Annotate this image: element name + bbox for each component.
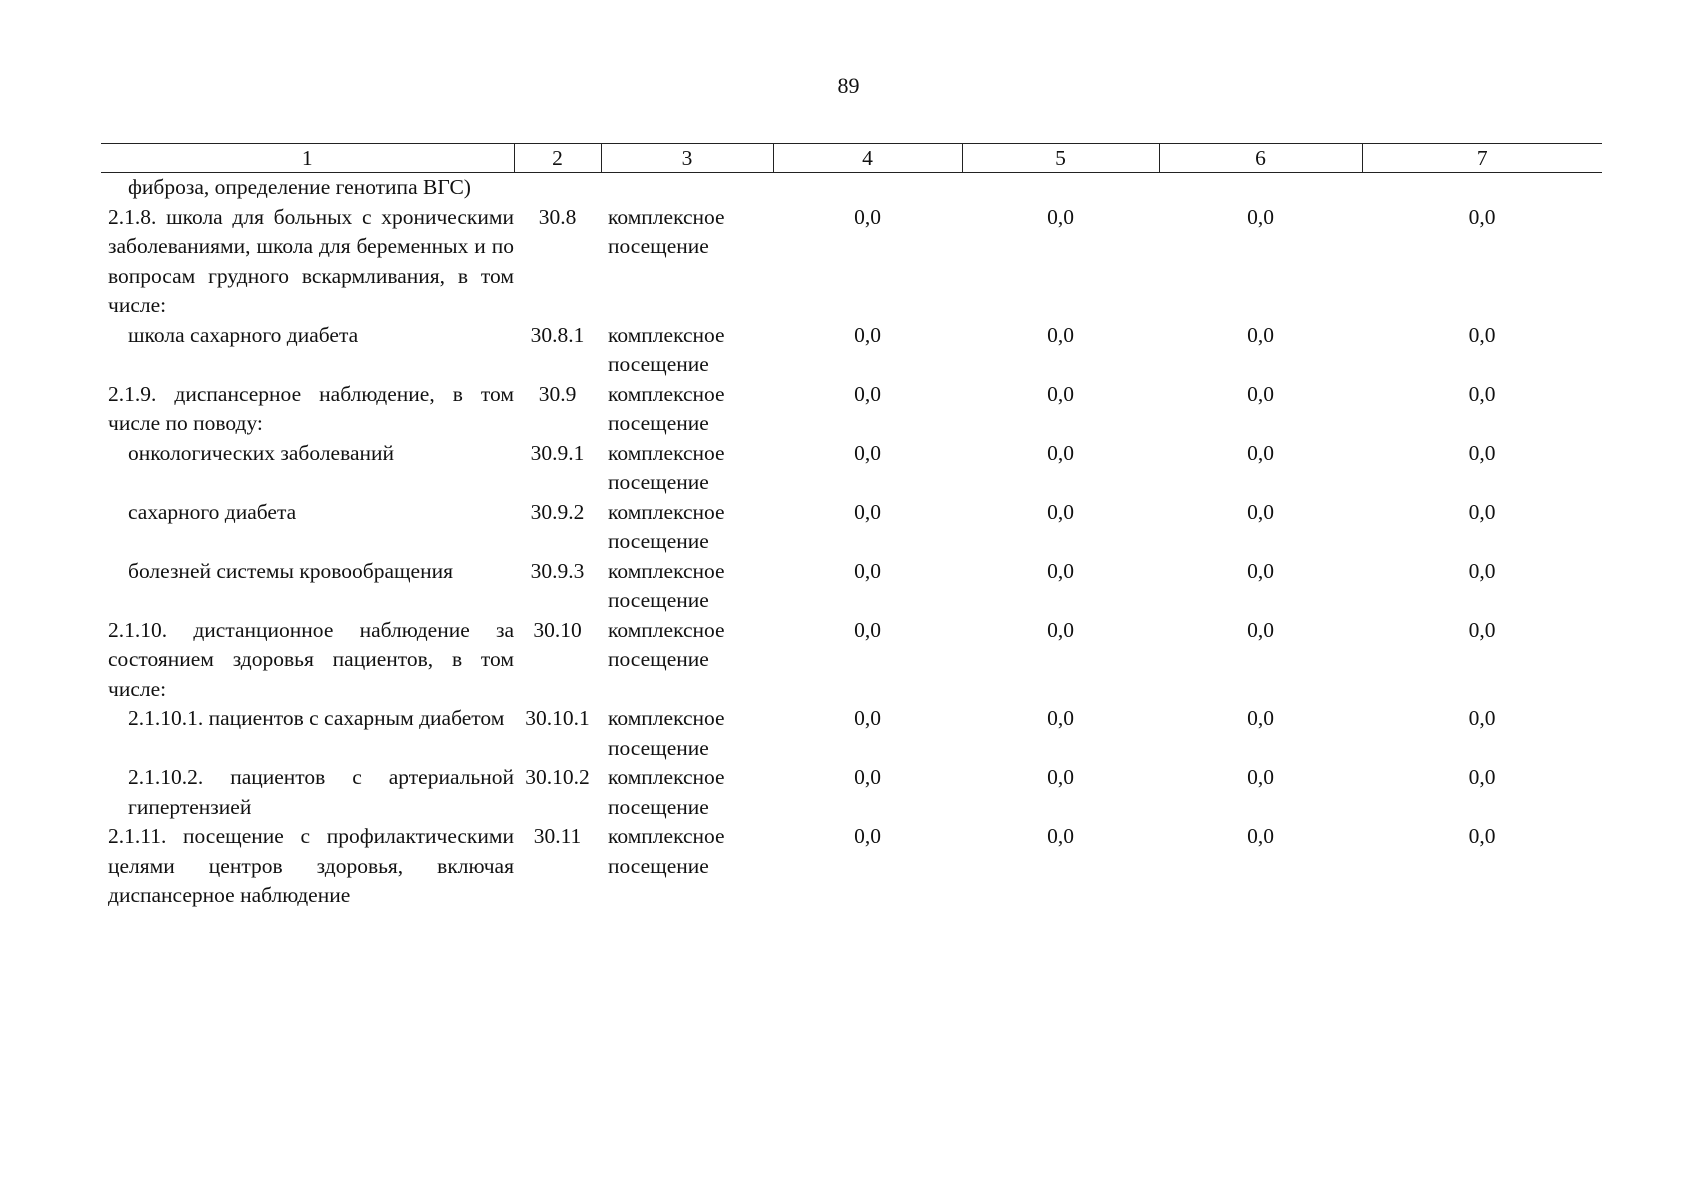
row-value: 0,0 (1468, 499, 1496, 524)
row-code: 30.9.3 (530, 558, 585, 583)
header-row (101, 144, 1602, 173)
row-value: 0,0 (1468, 440, 1496, 465)
table-row (101, 203, 1602, 321)
row-value: 0,0 (1468, 617, 1496, 642)
row-unit: комплексное посещение (608, 381, 725, 435)
data-table (101, 143, 1602, 911)
row-name: онкологических заболеваний (128, 440, 395, 465)
row-value: 0,0 (854, 322, 881, 347)
row-code: 30.9.2 (530, 499, 585, 524)
column-header: 3 (601, 144, 773, 173)
row-value: 0,0 (1047, 440, 1074, 465)
page-number: 89 (837, 73, 860, 98)
table-header (101, 144, 1602, 173)
row-value: 0,0 (1468, 381, 1496, 406)
row-value: 0,0 (1468, 706, 1496, 730)
row-name: болезней системы кровообращения (128, 558, 453, 583)
row-value: 0,0 (1247, 824, 1274, 848)
row-value: 0,0 (1468, 558, 1496, 583)
row-value: 0,0 (1247, 322, 1274, 347)
row-value (1362, 173, 1602, 203)
row-code: 30.11 (533, 824, 582, 848)
table-row (101, 321, 1602, 380)
column-header: 6 (1159, 144, 1362, 173)
row-name: школа сахарного диабета (128, 322, 359, 347)
table-row (101, 380, 1602, 439)
table-row (101, 173, 1602, 203)
row-value: 0,0 (854, 824, 881, 848)
table-row (101, 557, 1602, 616)
row-value: 0,0 (854, 765, 881, 789)
row-code: 30.10 (533, 617, 582, 642)
table-row (101, 822, 1602, 911)
row-code (514, 173, 601, 203)
row-value: 0,0 (1247, 381, 1274, 406)
row-value: 0,0 (1468, 824, 1496, 848)
row-name: 2.1.10. дистанционное наблюдение за состоянием здоровья пациентов, в том числе: (108, 617, 514, 701)
table-row (101, 616, 1602, 705)
row-code: 30.9.1 (530, 440, 585, 465)
row-unit: комплексное посещение (608, 204, 725, 258)
row-value: 0,0 (1247, 706, 1274, 730)
column-header: 7 (1362, 144, 1602, 173)
row-name: 2.1.10.1. пациентов с сахарным диабетом (128, 706, 505, 730)
row-code: 30.9 (538, 381, 577, 406)
row-unit: комплексное посещение (608, 499, 725, 553)
row-value: 0,0 (1247, 617, 1274, 642)
table-body (101, 173, 1602, 911)
row-unit: комплексное посещение (608, 322, 725, 376)
row-value: 0,0 (1468, 322, 1496, 347)
row-unit (601, 173, 773, 203)
row-name: сахарного диабета (128, 499, 297, 524)
row-unit: комплексное посещение (608, 824, 725, 878)
row-unit: комплексное посещение (608, 440, 725, 494)
row-value: 0,0 (1047, 706, 1074, 730)
row-value: 0,0 (1247, 558, 1274, 583)
row-value: 0,0 (854, 440, 881, 465)
table-row (101, 498, 1602, 557)
row-unit: комплексное посещение (608, 558, 725, 612)
row-unit: комплексное посещение (608, 617, 725, 671)
row-value: 0,0 (1468, 765, 1496, 789)
row-value: 0,0 (1047, 765, 1074, 789)
row-name: 2.1.10.2. пациентов с артериальной гипертензией (128, 765, 514, 819)
row-value: 0,0 (854, 381, 881, 406)
row-value (773, 173, 962, 203)
column-header: 1 (101, 144, 514, 173)
row-unit: комплексное посещение (608, 765, 725, 819)
row-value: 0,0 (1047, 558, 1074, 583)
row-value: 0,0 (1247, 204, 1274, 229)
row-name: 2.1.9. диспансерное наблюдение, в том числе по поводу: (108, 381, 514, 435)
row-code: 30.8 (538, 204, 577, 229)
table-row (101, 439, 1602, 498)
row-value: 0,0 (1468, 204, 1496, 229)
row-code: 30.10.1 (525, 706, 590, 730)
row-value: 0,0 (854, 617, 881, 642)
row-value: 0,0 (1047, 824, 1074, 848)
row-value: 0,0 (1047, 617, 1074, 642)
row-value: 0,0 (1247, 499, 1274, 524)
row-value: 0,0 (854, 204, 881, 229)
row-code: 30.8.1 (530, 322, 585, 347)
column-header: 5 (962, 144, 1159, 173)
row-value: 0,0 (854, 558, 881, 583)
row-name: фиброза, определение генотипа ВГС) (128, 175, 471, 199)
row-name: 2.1.11. посещение с профилактическими целями центров здоровья, включая диспансерное наблюдение (108, 824, 514, 907)
row-value (962, 173, 1159, 203)
row-value (1159, 173, 1362, 203)
row-value: 0,0 (1247, 440, 1274, 465)
row-value: 0,0 (1047, 204, 1074, 229)
row-unit: комплексное посещение (608, 706, 725, 760)
column-header: 2 (514, 144, 601, 173)
row-value: 0,0 (1047, 381, 1074, 406)
row-value: 0,0 (1047, 499, 1074, 524)
row-value: 0,0 (854, 499, 881, 524)
column-header: 4 (773, 144, 962, 173)
row-value: 0,0 (1047, 322, 1074, 347)
row-value: 0,0 (854, 706, 881, 730)
row-value: 0,0 (1247, 765, 1274, 789)
table-row (101, 704, 1602, 763)
table-row (101, 763, 1602, 822)
row-code: 30.10.2 (525, 765, 590, 789)
row-name: 2.1.8. школа для больных с хроническими заболеваниями, школа для беременных и по вопросам грудного вскармливания, в том числе: (108, 204, 514, 317)
